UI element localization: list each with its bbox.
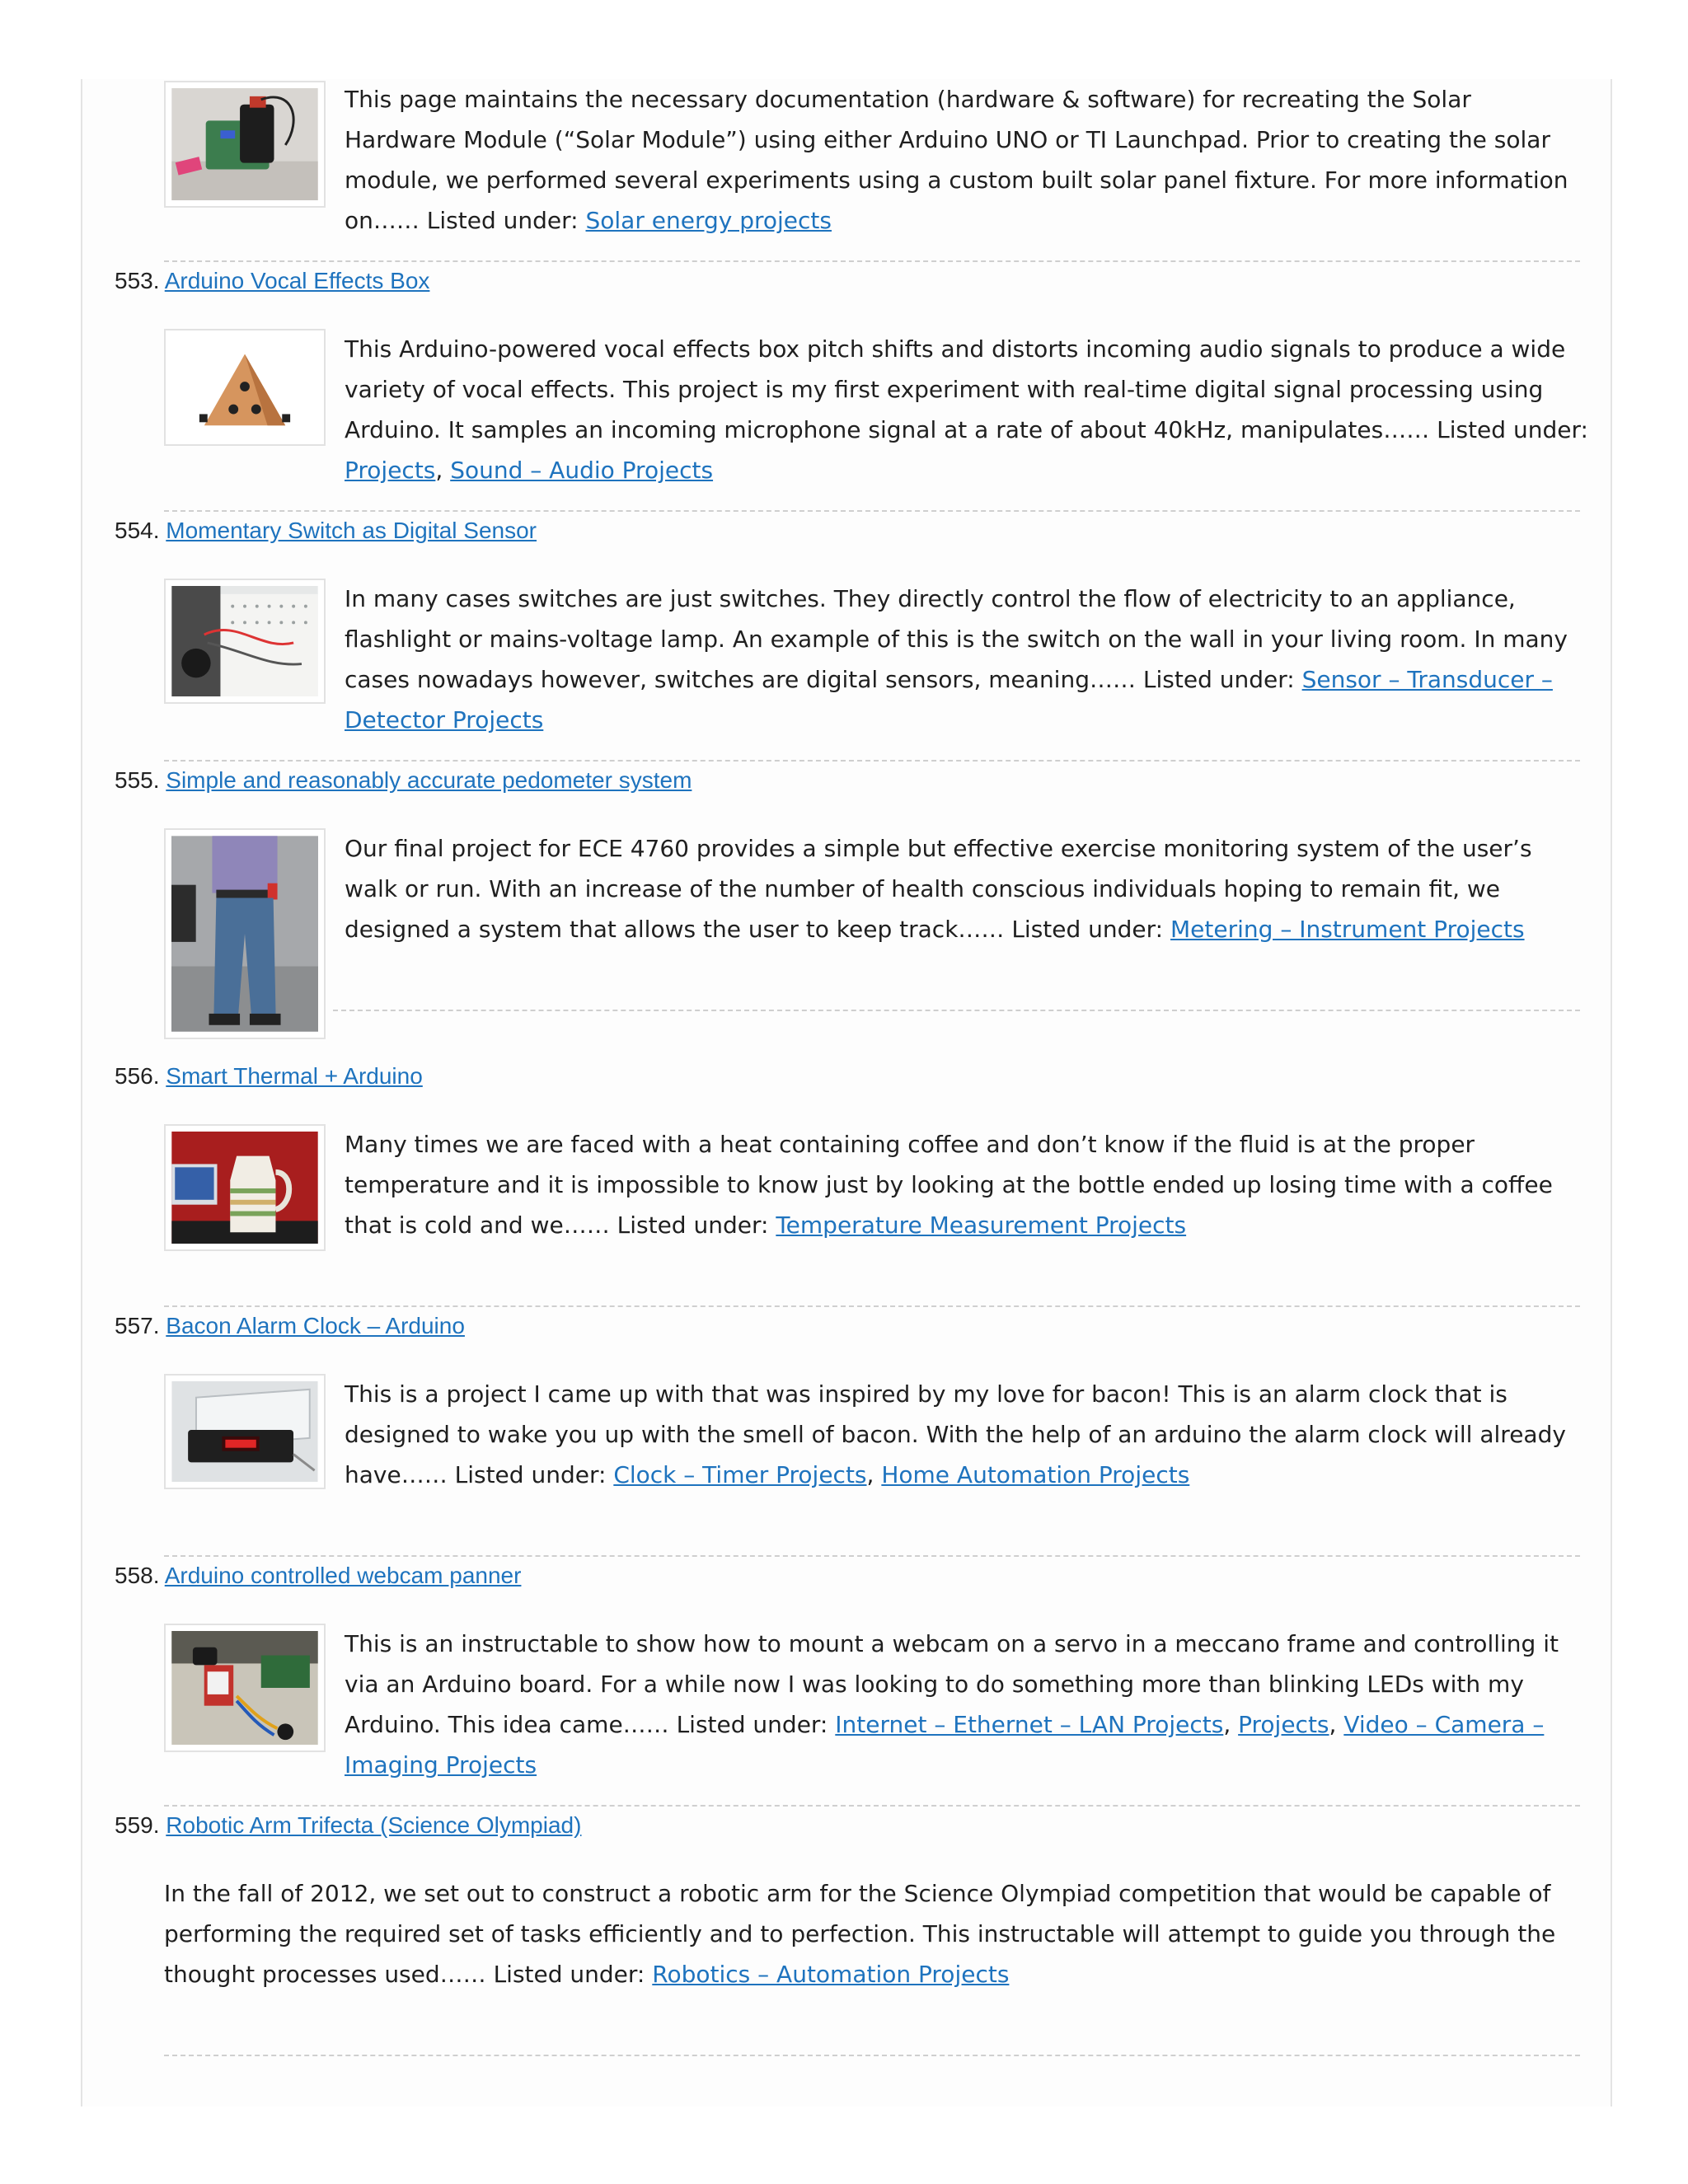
project-thumbnail[interactable]: [164, 1624, 326, 1752]
project-thumbnail[interactable]: [164, 579, 326, 704]
separator: [164, 510, 1580, 512]
project-thumbnail[interactable]: [164, 828, 326, 1039]
entry-number: 553.: [115, 268, 160, 293]
separator: [164, 1305, 1580, 1307]
category-link[interactable]: Clock – Timer Projects: [613, 1461, 867, 1488]
separator: [164, 2055, 1580, 2056]
thermal-coffee-pot-icon: [171, 1132, 318, 1244]
entry-title-line: [115, 1562, 521, 1590]
category-link[interactable]: Video – Camera – Imaging Projects: [345, 1711, 1545, 1779]
entry-description: This is an instructable to show how to mount a webcam on a servo in a meccano frame and controlling it via an Arduino board. For a while now I was looking to do something more than blinking LEDs with my Arduino. This idea came…… Listed under: Internet – Ethernet – LAN Projects, Projects, Video – Camera – Imaging Projects: [345, 1630, 1559, 1779]
project-thumbnail[interactable]: [164, 329, 326, 446]
entry-description: This page maintains the necessary documentation (hardware & software) for recreating the Solar Hardware Module (“Solar Module”) using either Arduino UNO or TI Launchpad. Prior to creating the solar module, we performed several experiments using a custom built solar panel fixture. For more information on…… Listed under: Solar energy projects: [345, 86, 1568, 234]
category-link[interactable]: Projects: [345, 457, 436, 484]
entry-title-line: [115, 1062, 423, 1090]
entry-description: In many cases switches are just switches. They directly control the flow of electricity to an appliance, flashlight or mains-voltage lamp. An example of this is the switch on the wall in your living room. In many cases nowadays however, switches are digital sensors, meaning…… Listed under: Sensor – Transducer – Detector Projects: [345, 585, 1568, 733]
entry-title-link[interactable]: Bacon Alarm Clock – Arduino: [166, 1313, 465, 1338]
entry-description: This is a project I came up with that was inspired by my love for bacon! This is an alarm clock that is designed to wake you up with the smell of bacon. With the help of an arduino the alarm clock will already have…… Listed under: Clock – Timer Projects, Home Automation Projects: [345, 1380, 1566, 1488]
entry-description: This Arduino-powered vocal effects box pitch shifts and distorts incoming audio signals to produce a wide variety of vocal effects. This project is my first experiment with real-time digital signal processing using Arduino. It samples an incoming microphone signal at a rate of about 40kHz, manipulates…… Listed under: Projects, Sound – Audio Projects: [345, 335, 1588, 484]
category-link[interactable]: Solar energy projects: [585, 207, 832, 234]
separator: [164, 1555, 1580, 1557]
project-thumbnail[interactable]: [164, 1124, 326, 1251]
entry-title-line: [115, 517, 537, 545]
separator: [164, 1805, 1580, 1807]
entry-title-line: [115, 766, 692, 794]
entry-title-line: [115, 1811, 581, 1840]
project-list-page: [81, 79, 1612, 2107]
entry-number: 554.: [115, 518, 160, 543]
entry-number: 557.: [115, 1313, 160, 1338]
project-thumbnail[interactable]: [164, 81, 326, 208]
entry-number: 559.: [115, 1812, 160, 1838]
entry-title-link[interactable]: Momentary Switch as Digital Sensor: [166, 518, 537, 543]
category-link[interactable]: Temperature Measurement Projects: [776, 1212, 1187, 1239]
category-link[interactable]: Metering – Instrument Projects: [1170, 916, 1525, 943]
wooden-triangle-box-icon: [171, 336, 318, 438]
entry-description: Many times we are faced with a heat containing coffee and don’t know if the fluid is at the proper temperature and it is impossible to know just by looking at the bottle ended up losing time with a coffee that is cold and we…… Listed under: Temperature Measurement Projects: [345, 1131, 1553, 1239]
entry-number: 558.: [115, 1563, 160, 1588]
solar-module-board-icon: [171, 88, 318, 200]
entry-description: In the fall of 2012, we set out to construct a robotic arm for the Science Olympiad competition that would be capable of performing the required set of tasks efficiently and to perfection. This instructable will attempt to guide you through the thought processes used…… Listed under: Robotics – Automation Projects: [164, 1880, 1556, 1988]
entry-number: 556.: [115, 1063, 160, 1089]
category-link[interactable]: Projects: [1238, 1711, 1329, 1738]
breadboard-switch-icon: [171, 586, 318, 696]
project-thumbnail[interactable]: [164, 1374, 326, 1489]
entry-title-line: [115, 267, 429, 295]
entry-title-link[interactable]: Robotic Arm Trifecta (Science Olympiad): [166, 1812, 582, 1838]
bacon-alarm-clock-icon: [171, 1381, 318, 1482]
separator: [333, 1010, 1580, 1011]
category-link[interactable]: Internet – Ethernet – LAN Projects: [835, 1711, 1224, 1738]
person-pedometer-icon: [171, 836, 318, 1032]
entry-title-link[interactable]: Arduino Vocal Effects Box: [164, 268, 430, 293]
separator: [164, 260, 1580, 262]
entry-title-link[interactable]: Simple and reasonably accurate pedometer system: [166, 767, 692, 793]
category-link[interactable]: Sensor – Transducer – Detector Projects: [345, 666, 1553, 733]
webcam-servo-icon: [171, 1631, 318, 1745]
entry-title-link[interactable]: Arduino controlled webcam panner: [164, 1563, 522, 1588]
category-link[interactable]: Robotics – Automation Projects: [652, 1961, 1010, 1988]
category-link[interactable]: Home Automation Projects: [881, 1461, 1190, 1488]
entry-title-link[interactable]: Smart Thermal + Arduino: [166, 1063, 423, 1089]
entry-number: 555.: [115, 767, 160, 793]
entry-title-line: [115, 1312, 465, 1340]
entry-description: Our final project for ECE 4760 provides a simple but effective exercise monitoring system of the user’s walk or run. With an increase of the number of health conscious individuals hoping to remain fit, we designed a system that allows the user to keep track…… Listed under: Metering – Instrument Projects: [345, 835, 1532, 943]
separator: [164, 760, 1580, 762]
category-link[interactable]: Sound – Audio Projects: [450, 457, 714, 484]
